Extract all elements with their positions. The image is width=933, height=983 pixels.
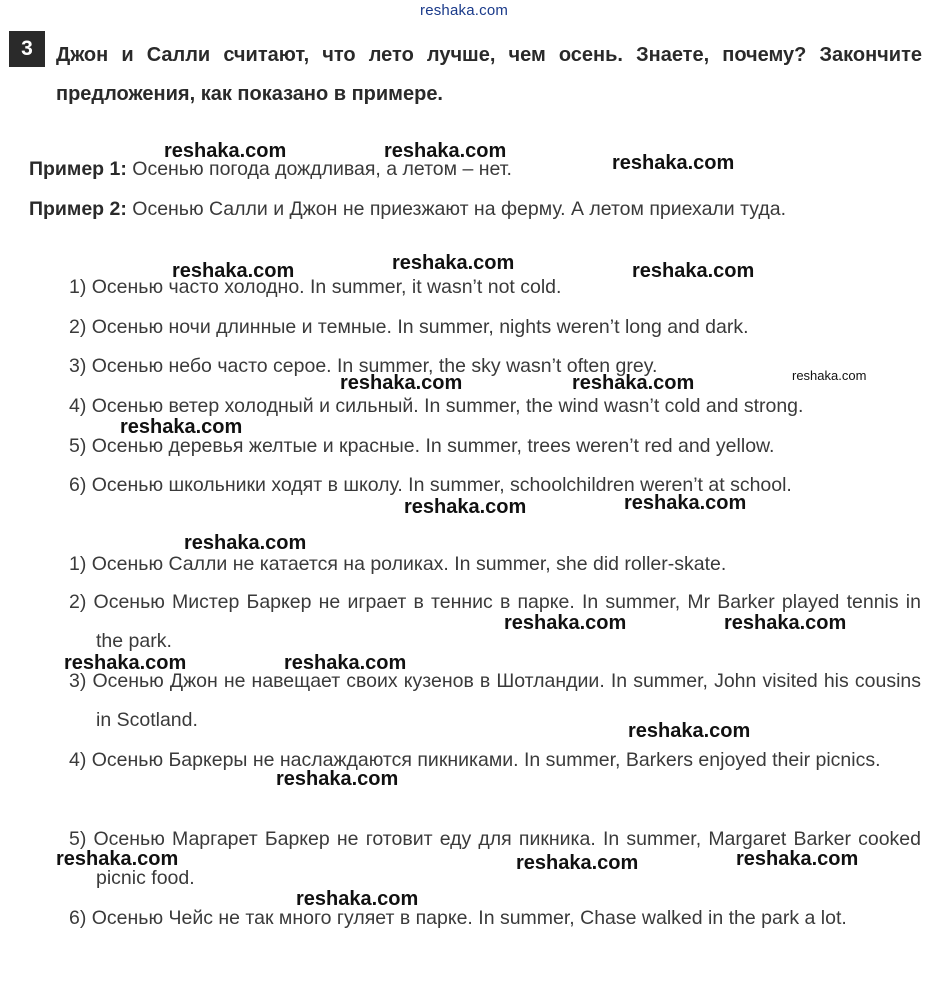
watermark: reshaka.com [736, 848, 859, 870]
example-2-label: Пример 2: [29, 198, 127, 220]
watermark: reshaka.com [792, 368, 867, 383]
example-1-text: Осенью погода дождливая, а летом – нет. [126, 158, 512, 180]
watermark: reshaka.com [340, 372, 463, 394]
example-1-label: Пример 1: [29, 158, 127, 180]
watermark: reshaka.com [276, 768, 399, 790]
watermark: reshaka.com [612, 152, 735, 174]
example-2 [29, 198, 786, 221]
list-a-item: 5) Осенью деревья желтые и красные. In summer, trees weren’t red and yellow. [69, 435, 775, 457]
watermark: reshaka.com [504, 612, 627, 634]
top-watermark: reshaka.com [420, 2, 509, 19]
list-b-item: 1) Осенью Салли не катается на роликах. In summer, she did roller-skate. [69, 553, 727, 575]
watermark: reshaka.com [724, 612, 847, 634]
watermark: reshaka.com [184, 532, 307, 554]
watermark: reshaka.com [572, 372, 695, 394]
task-instruction: Джон и Салли считают, что лето лучше, чем осень. Знаете, почему? Закончите предложения, как показано в примере. [56, 44, 922, 105]
watermark: reshaka.com [172, 260, 295, 282]
list-a-item: 1) Осенью часто холодно. In summer, it wasn’t not cold. [69, 276, 562, 298]
example-2-text: Осенью Салли и Джон не приезжают на ферму. А летом приехали туда. [126, 198, 787, 220]
watermark: reshaka.com [404, 496, 527, 518]
list-a-item: 6) Осенью школьники ходят в школу. In summer, schoolchildren weren’t at school. [69, 474, 792, 496]
watermark: reshaka.com [296, 888, 419, 910]
watermark: reshaka.com [384, 140, 507, 162]
list-a-item: 2) Осенью ночи длинные и темные. In summer, nights weren’t long and dark. [69, 316, 749, 338]
list-b-item: 2) Осенью Мистер Баркер не играет в теннис в парке. In summer, Mr Barker played tennis in the park. [69, 591, 921, 652]
watermark: reshaka.com [164, 140, 287, 162]
task-number-badge: 3 [9, 31, 45, 67]
list-a-item: 4) Осенью ветер холодный и сильный. In summer, the wind wasn’t cold and strong. [69, 395, 804, 417]
watermark: reshaka.com [284, 652, 407, 674]
watermark: reshaka.com [516, 852, 639, 874]
watermark: reshaka.com [64, 652, 187, 674]
watermark: reshaka.com [56, 848, 179, 870]
watermark: reshaka.com [628, 720, 751, 742]
watermark: reshaka.com [392, 252, 515, 274]
list-b-item: 3) Осенью Джон не навещает своих кузенов в Шотландии. In summer, John visited his cousins in Scotland. [69, 670, 921, 731]
list-a-item: 3) Осенью небо часто серое. In summer, the sky wasn’t often grey. [69, 355, 658, 377]
list-b-item: 6) Осенью Чейс не так много гуляет в парке. In summer, Chase walked in the park a lot. [69, 907, 847, 929]
watermark: reshaka.com [624, 492, 747, 514]
watermark: reshaka.com [632, 260, 755, 282]
watermark: reshaka.com [120, 416, 243, 438]
list-b-item: 5) Осенью Маргарет Баркер не готовит еду для пикника. In summer, Margaret Barker cooked picnic food. [69, 828, 921, 889]
list-b-item: 4) Осенью Баркеры не наслаждаются пикниками. In summer, Barkers enjoyed their picnics. [69, 749, 881, 771]
